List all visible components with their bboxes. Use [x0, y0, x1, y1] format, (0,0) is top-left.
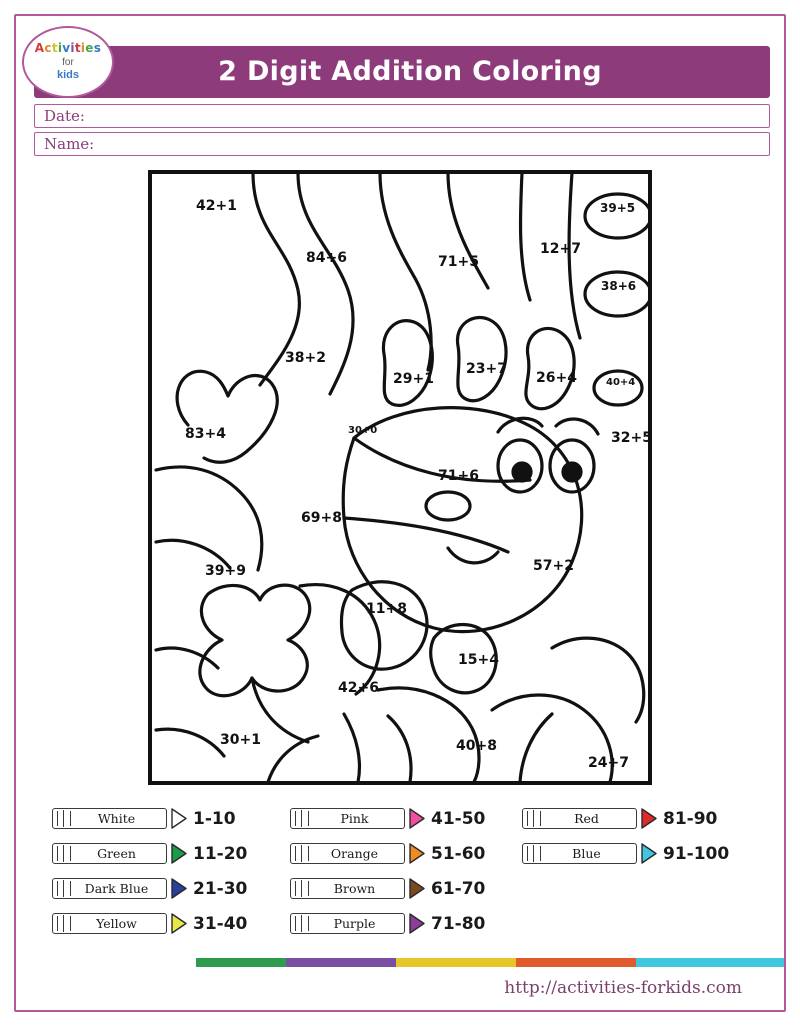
coloring-artwork	[148, 170, 652, 785]
legend-color-name: Dark Blue	[84, 881, 149, 896]
legend-number-range: 31-40	[193, 913, 248, 934]
math-problem-label: 39+9	[205, 563, 246, 579]
legend-item	[290, 841, 518, 866]
crayon-icon	[290, 913, 405, 934]
crayon-ridge	[295, 916, 309, 931]
crayon-tip-icon	[171, 808, 187, 829]
math-problem-label: 30+0	[348, 425, 378, 436]
legend-item	[290, 806, 518, 831]
math-problem-label: 40+8	[456, 738, 497, 754]
legend-item	[52, 911, 280, 936]
brand-logo-line3: kids	[56, 69, 79, 81]
crayon-icon	[522, 808, 637, 829]
legend-color-name: Red	[574, 811, 599, 826]
crayon-ridge	[527, 846, 541, 861]
page-title: 2 Digit Addition Coloring	[218, 56, 602, 87]
legend-color-name: Blue	[572, 846, 601, 861]
math-problem-label: 38+2	[285, 350, 326, 366]
legend-item	[522, 806, 750, 831]
legend-item	[290, 876, 518, 901]
legend-item	[290, 911, 518, 936]
math-problem-label: 23+7	[466, 361, 507, 377]
legend-number-range: 11-20	[193, 843, 248, 864]
crayon-ridge	[57, 881, 71, 896]
legend-column-1	[52, 806, 280, 946]
legend-column-3	[522, 806, 750, 876]
math-problem-label: 42+1	[196, 198, 237, 214]
name-field[interactable]	[34, 132, 770, 156]
date-label: Date:	[44, 107, 85, 125]
crayon-ridge	[295, 811, 309, 826]
math-problem-label: 11+8	[366, 601, 407, 617]
math-problem-label: 38+6	[601, 279, 637, 293]
crayon-tip-icon	[171, 913, 187, 934]
footer-url: http://activities-forkids.com	[504, 978, 742, 998]
math-problem-label: 71+5	[438, 254, 479, 270]
legend-color-name: White	[97, 811, 136, 826]
date-field[interactable]	[34, 104, 770, 128]
math-problem-label: 83+4	[185, 426, 226, 442]
crayon-tip-icon	[409, 808, 425, 829]
math-problem-label: 30+1	[220, 732, 261, 748]
math-problem-label: 57+2	[533, 558, 574, 574]
crayon-icon	[522, 843, 637, 864]
crayon-ridge	[57, 916, 71, 931]
legend-color-name: Green	[97, 846, 136, 861]
color-strip-segment	[16, 958, 196, 967]
crayon-tip-icon	[171, 843, 187, 864]
brand-logo	[22, 26, 114, 98]
color-strip-segment	[196, 958, 286, 967]
crayon-tip-icon	[641, 843, 657, 864]
math-problem-label: 84+6	[306, 250, 347, 266]
crayon-icon	[290, 843, 405, 864]
crayon-tip-icon	[409, 913, 425, 934]
crayon-icon	[52, 808, 167, 829]
legend-number-range: 61-70	[431, 878, 486, 899]
legend-number-range: 41-50	[431, 808, 486, 829]
legend-number-range: 21-30	[193, 878, 248, 899]
legend-item	[52, 876, 280, 901]
legend-color-name: Brown	[333, 881, 376, 896]
crayon-tip-icon	[409, 843, 425, 864]
color-strip-segment	[286, 958, 396, 967]
math-problem-label: 26+4	[536, 370, 577, 386]
crayon-tip-icon	[409, 878, 425, 899]
crayon-icon	[290, 878, 405, 899]
crayon-icon	[52, 913, 167, 934]
math-problem-label: 15+4	[458, 652, 499, 668]
decorative-color-strip	[16, 958, 784, 967]
legend-color-name: Orange	[330, 846, 379, 861]
math-problem-label: 40+4	[606, 377, 636, 388]
crayon-icon	[290, 808, 405, 829]
legend-number-range: 51-60	[431, 843, 486, 864]
legend-color-name: Purple	[333, 916, 376, 931]
math-problem-label: 42+6	[338, 680, 379, 696]
legend-item	[522, 841, 750, 866]
color-strip-segment	[516, 958, 636, 967]
legend-number-range: 71-80	[431, 913, 486, 934]
crayon-ridge	[527, 811, 541, 826]
color-strip-segment	[396, 958, 516, 967]
crayon-ridge	[295, 881, 309, 896]
legend-color-name: Yellow	[96, 916, 137, 931]
legend-color-name: Pink	[340, 811, 369, 826]
name-label: Name:	[44, 135, 95, 153]
crayon-tip-icon	[641, 808, 657, 829]
legend-column-2	[290, 806, 518, 946]
legend-item	[52, 806, 280, 831]
legend-number-range: 91-100	[663, 843, 730, 864]
brand-logo-line1: Activities	[34, 41, 102, 55]
crayon-icon	[52, 878, 167, 899]
math-problem-label: 69+8	[301, 510, 342, 526]
legend-item	[52, 841, 280, 866]
color-strip-segment	[636, 958, 784, 967]
crayon-tip-icon	[171, 878, 187, 899]
math-problem-label: 29+1	[393, 371, 434, 387]
crayon-ridge	[295, 846, 309, 861]
crayon-ridge	[57, 846, 71, 861]
math-problem-label: 12+7	[540, 241, 581, 257]
math-problem-label: 71+6	[438, 468, 479, 484]
math-problem-label: 39+5	[600, 201, 636, 215]
color-key-legend	[52, 806, 752, 934]
math-problem-label: 32+5	[611, 430, 652, 446]
crayon-icon	[52, 843, 167, 864]
brand-logo-line2: for	[62, 57, 74, 68]
legend-number-range: 1-10	[193, 808, 236, 829]
math-problem-label: 24+7	[588, 755, 629, 771]
crayon-ridge	[57, 811, 71, 826]
legend-number-range: 81-90	[663, 808, 718, 829]
